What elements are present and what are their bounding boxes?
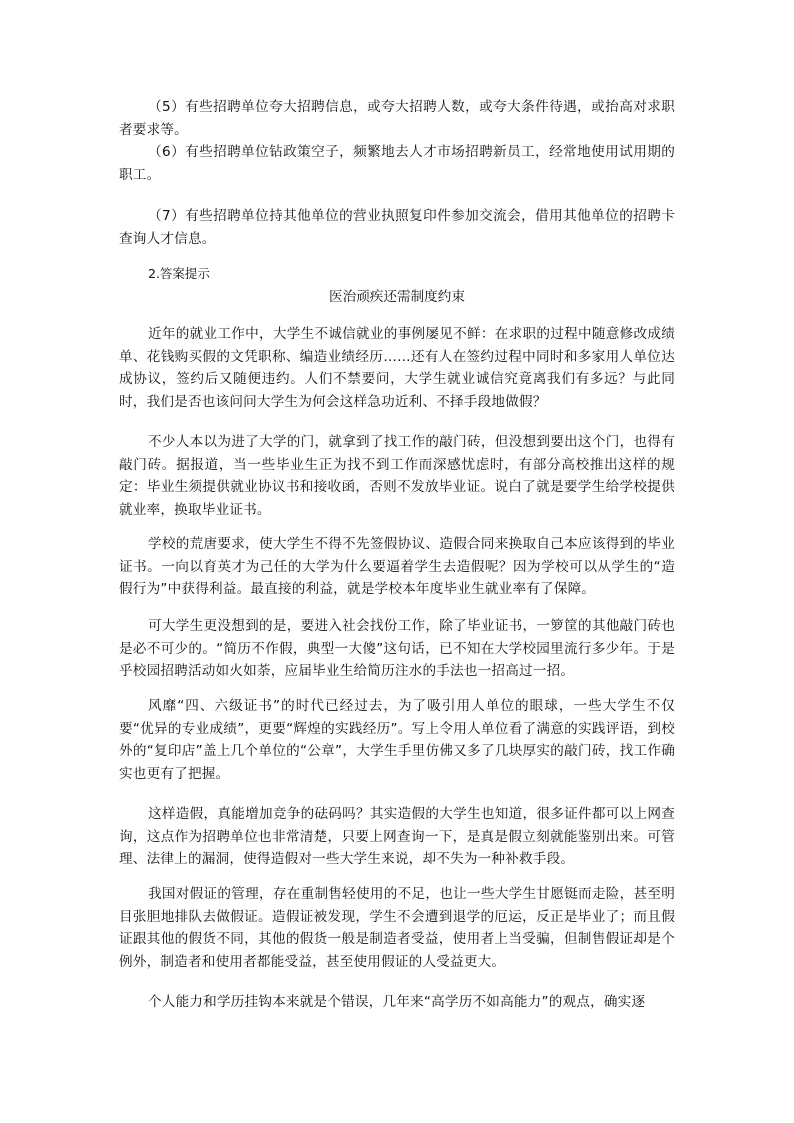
essay-title: 医治顽疾还需制度约束	[329, 289, 465, 305]
body-paragraph-5: 风靡“四、六级证书”的时代已经过去，为了吸引用人单位的眼球，一些大学生不仅要“优异的专业成绩”，更要“辉煌的实践经历”。写上令用人单位看了满意的实践评语，到校外的“复印店”盖上几个单位的“公章”，大学生手里仿佛又多了几块厚实的敲门砖，找工作确实也更有了把握。	[119, 698, 675, 782]
body-paragraph-3: 学校的荒唐要求，使大学生不得不先签假协议、造假合同来换取自己本应该得到的毕业证书。一向以育英才为己任的大学为什么要逼着学生去造假呢？因为学校可以从学生的“造假行为”中获得利益。最直接的利益，就是学校本年度毕业生就业率有了保障。	[119, 536, 675, 597]
body-paragraph-1: 近年的就业工作中，大学生不诚信就业的事例屡见不鲜：在求职的过程中随意修改成绩单、花钱购买假的文凭职称、编造业绩经历……还有人在签约过程中同时和多家用人单位达成协议，签约后又随便违约。人们不禁要问，大学生就业诚信究竟离我们有多远？与此同时，我们是否也该问问大学生为何会这样急功近利、不择手段地做假？	[119, 326, 675, 410]
list-item-6: （6）有些招聘单位钻政策空子，频繁地去人才市场招聘新员工，经常地使用试用期的职工。	[119, 144, 675, 183]
body-paragraph-8: 个人能力和学历挂钩本来就是个错误，几年来“高学历不如高能力”的观点，确实逐	[148, 994, 646, 1010]
section-label: 2.答案提示	[148, 266, 210, 281]
body-paragraph-2: 不少人本以为进了大学的门，就拿到了找工作的敲门砖，但没想到要出这个门，也得有敲门砖。据报道，当一些毕业生正为找不到工作而深感忧虑时，有部分高校推出这样的规定：毕业生须提供就业协议书和接收函，否则不发放毕业证。说白了就是要学生给学校提供就业率，换取毕业证书。	[119, 434, 675, 518]
body-paragraph-7: 我国对假证的管理，存在重制售轻使用的不足，也让一些大学生甘愿铤而走险，甚至明目张胆地排队去做假证。造假证被发现，学生不会遭到退学的厄运，反正是毕业了；而且假证跟其他的假货不同，其他的假货一般是制造者受益，使用者上当受骗，但制售假证却是个例外，制造者和使用者都能受益，甚至使用假证的人受益更大。	[119, 886, 675, 970]
body-paragraph-6: 这样造假，真能增加竞争的砝码吗？其实造假的大学生也知道，很多证件都可以上网查询，这点作为招聘单位也非常清楚，只要上网查询一下，是真是假立刻就能鉴别出来。可管理、法律上的漏洞，使得造假对一些大学生来说，却不失为一种补救手段。	[119, 806, 675, 867]
body-paragraph-4: 可大学生更没想到的是，要进入社会找份工作，除了毕业证书，一箩筐的其他敲门砖也是必不可少的。“简历不作假，典型一大傻”这句话，已不知在大学校园里流行多少年。于是乎校园招聘活动如火如荼，应届毕业生给简历注水的手法也一招高过一招。	[119, 618, 675, 679]
list-item-7: （7）有些招聘单位持其他单位的营业执照复印件参加交流会，借用其他单位的招聘卡查询人才信息。	[119, 208, 675, 247]
list-item-5: （5）有些招聘单位夸大招聘信息，或夸大招聘人数，或夸大条件待遇，或抬高对求职者要求等。	[119, 99, 675, 138]
